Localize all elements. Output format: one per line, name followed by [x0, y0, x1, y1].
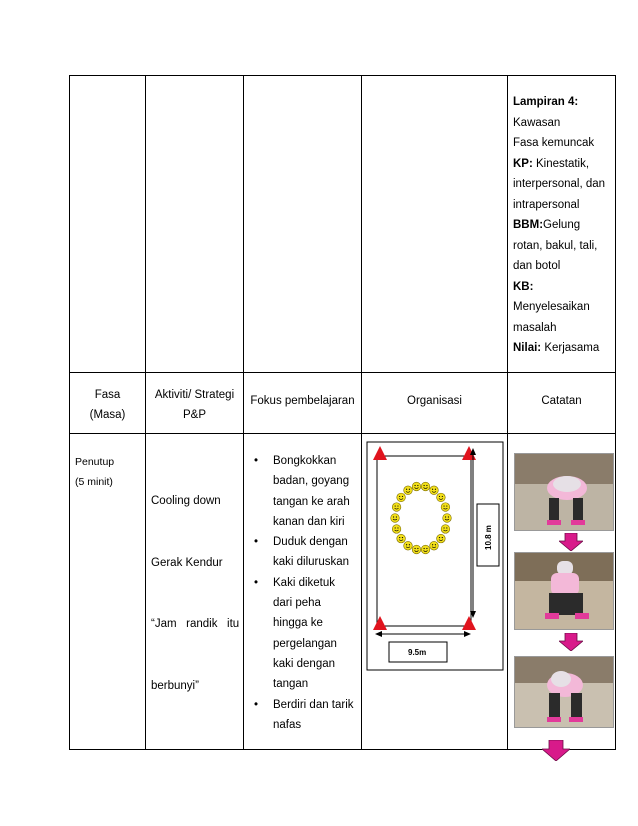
fokus-text: Berdiri dan tarik [273, 698, 354, 711]
fasa-line: (5 minit) [75, 476, 113, 488]
aktiviti-line: Gerak Kendur [151, 556, 223, 569]
fokus-line [250, 492, 360, 512]
lampiran-text: Gelung [543, 219, 581, 231]
fasa-line: Penutup [75, 456, 115, 468]
student-smiley-icon [437, 493, 446, 502]
student-smiley-icon [437, 534, 446, 543]
lampiran-text: Menyelesaikan [513, 301, 590, 313]
down-arrow-icon [559, 633, 583, 651]
fokus-line [250, 715, 360, 735]
lampiran-line [513, 92, 611, 113]
lampiran-line [513, 154, 611, 175]
fokus-text: Bongkokkan [273, 455, 337, 467]
photo-sit-legs-image [515, 553, 613, 629]
aktiviti-line: “Jam randik itu [151, 618, 240, 630]
lampiran-line [513, 236, 611, 257]
aktiviti-cell [151, 450, 239, 717]
fokus-line [250, 674, 360, 694]
lampiran-line [513, 215, 611, 236]
lampiran-text: intrapersonal [513, 198, 580, 211]
fokus-text: hingga ke [273, 617, 323, 630]
student-smiley-icon [392, 503, 401, 512]
photo-bend-forward [514, 453, 614, 531]
down-arrow-icon [559, 533, 583, 551]
student-formation [391, 482, 452, 554]
fokus-text: kanan dan kiri [273, 515, 345, 528]
fokus-text: kaki diluruskan [273, 556, 350, 569]
header-aktiviti-line: Aktiviti/ Strategi [154, 389, 235, 401]
fokus-line [250, 532, 360, 552]
student-smiley-icon [392, 525, 401, 534]
table-border-bottom [69, 749, 615, 750]
row-divider [69, 372, 615, 373]
lampiran-line [513, 113, 611, 134]
organisasi-diagram [363, 438, 507, 676]
lampiran-line [513, 256, 611, 277]
fokus-text: pergelangan [273, 637, 337, 650]
header-fokus: Fokus pembelajaran [250, 395, 355, 407]
fokus-line [250, 613, 360, 633]
fokus-text: badan, goyang [273, 475, 350, 488]
lampiran-text: rotan, bakul, tali, [513, 239, 598, 252]
fokus-line [250, 634, 360, 654]
lampiran-line [513, 174, 611, 195]
aktiviti-line: berbunyi” [151, 679, 199, 692]
fokus-line [250, 573, 360, 593]
photo-sit-legs [514, 552, 614, 630]
student-smiley-icon [441, 525, 450, 534]
lampiran-label: KP: [513, 157, 533, 170]
header-aktiviti-line: P&P [182, 409, 206, 421]
student-smiley-icon [412, 545, 421, 554]
arrow-head [375, 631, 382, 637]
header-fasa [70, 385, 145, 425]
student-smiley-icon [404, 541, 413, 550]
student-smiley-icon [421, 545, 430, 554]
column-divider [361, 75, 362, 750]
student-smiley-icon [404, 486, 413, 495]
bullet-icon: • [254, 455, 259, 467]
cone-marker [462, 616, 476, 630]
width-label: 9.5m [408, 648, 427, 657]
fokus-line [250, 512, 360, 532]
lampiran-text: interpersonal, dan [513, 178, 606, 190]
fokus-text: kaki dengan [273, 657, 336, 670]
lampiran-notes [513, 92, 611, 359]
student-smiley-icon [397, 493, 406, 502]
lampiran-line [513, 277, 611, 298]
student-smiley-icon [412, 482, 421, 491]
student-smiley-icon [443, 514, 452, 523]
lampiran-label: Nilai: [513, 342, 542, 354]
lampiran-line [513, 318, 611, 339]
lampiran-text: Kawasan [513, 116, 561, 129]
bullet-icon: • [254, 536, 259, 549]
student-smiley-icon [430, 541, 439, 550]
lampiran-text: masalah [513, 321, 557, 334]
lampiran-text: Kinestatik, [532, 157, 590, 170]
student-smiley-icon [430, 486, 439, 495]
table-border-right [615, 75, 616, 750]
header-aktiviti [146, 385, 243, 425]
fokus-line [250, 593, 360, 613]
aktiviti-line: Cooling down [151, 495, 221, 507]
lampiran-label: Lampiran 4: [513, 96, 579, 108]
column-divider [243, 75, 244, 750]
fokus-text: nafas [273, 718, 302, 731]
bullet-icon: • [254, 576, 259, 589]
lampiran-label: BBM: [513, 219, 544, 231]
photo-stand-breathe-image [515, 657, 613, 727]
fokus-line [250, 654, 360, 674]
lampiran-line [513, 338, 611, 359]
lampiran-text: Fasa kemuncak [513, 137, 595, 149]
fokus-line [250, 451, 360, 471]
student-smiley-icon [397, 534, 406, 543]
student-smiley-icon [391, 514, 400, 523]
fokus-list [250, 451, 360, 735]
fokus-line [250, 471, 360, 491]
header-catatan: Catatan [541, 395, 582, 407]
fokus-text: tangan ke arah [273, 495, 350, 508]
lampiran-line [513, 297, 611, 318]
row-divider [69, 433, 615, 434]
fokus-text: Kaki diketuk [273, 576, 336, 589]
down-arrow-icon [542, 740, 570, 761]
cone-marker [373, 446, 387, 460]
student-smiley-icon [421, 482, 430, 491]
lampiran-text: Kerjasama [541, 342, 600, 354]
fokus-line [250, 695, 360, 715]
cone-marker [373, 616, 387, 630]
fokus-text: Duduk dengan [273, 536, 348, 549]
photo-stand-breathe [514, 656, 614, 728]
fasa-cell [75, 452, 114, 492]
header-fasa-line: (Masa) [89, 409, 126, 421]
field-inner [377, 456, 471, 626]
height-label: 10.8 m [484, 525, 493, 550]
bullet-icon: • [254, 698, 259, 711]
fokus-line [250, 552, 360, 572]
lampiran-line [513, 195, 611, 216]
header-organisasi: Organisasi [407, 395, 462, 407]
lampiran-text: dan botol [513, 260, 561, 272]
fokus-text: tangan [273, 678, 309, 691]
photo-bend-forward-image [515, 454, 613, 530]
student-smiley-icon [441, 503, 450, 512]
table-border-top [69, 75, 615, 76]
fokus-text: dari peha [273, 597, 321, 610]
lampiran-line [513, 133, 611, 154]
header-fasa-line: Fasa [94, 389, 121, 401]
lampiran-label: KB: [513, 280, 534, 293]
arrow-head [464, 631, 471, 637]
fokus-cell [250, 451, 360, 735]
column-divider [507, 75, 508, 750]
